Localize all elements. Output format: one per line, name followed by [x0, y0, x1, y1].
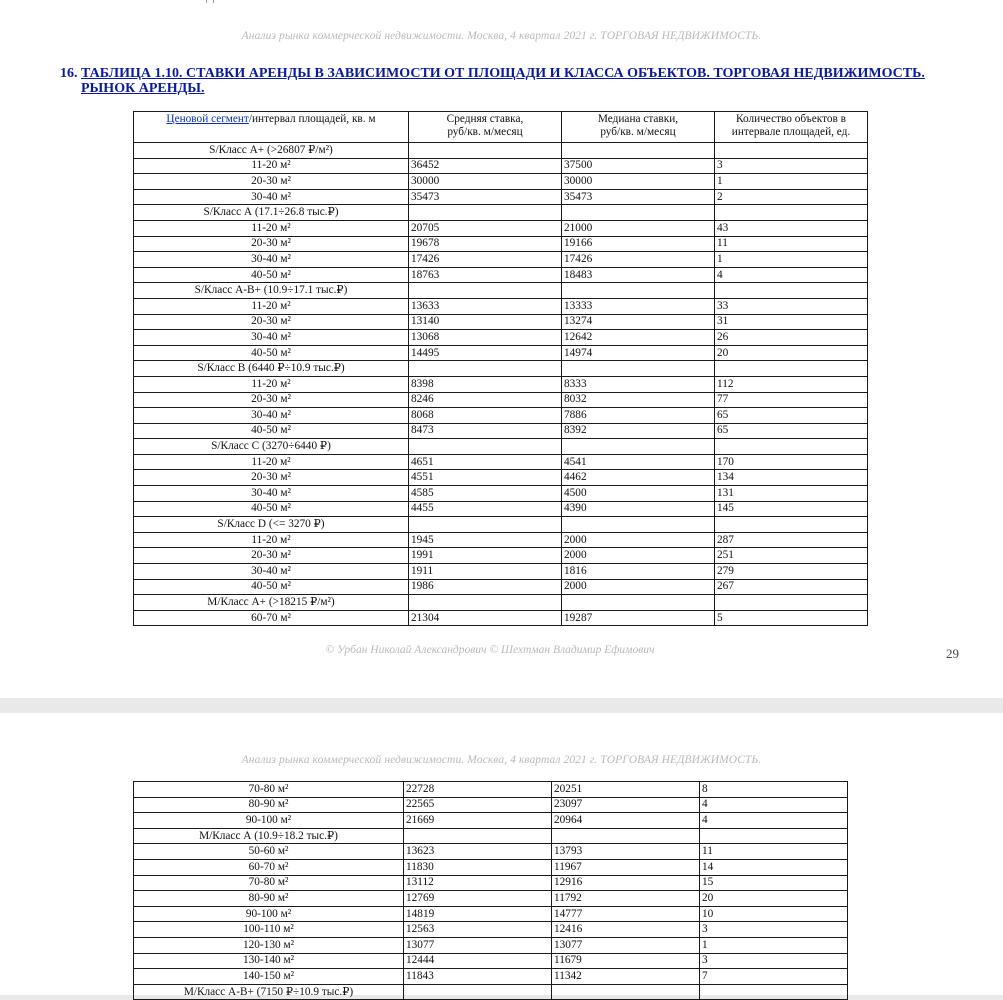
- median-rate-cell: 11342: [552, 969, 700, 985]
- median-rate-cell: [562, 595, 715, 611]
- area-interval-cell: 20-30 м²: [134, 470, 409, 486]
- segment-group-row: [134, 595, 868, 611]
- average-rate-cell: [409, 283, 562, 299]
- median-rate-cell: 17426: [562, 252, 715, 268]
- table-row: [134, 891, 848, 907]
- object-count-cell: 10: [700, 906, 848, 922]
- area-interval-cell: 60-70 м²: [134, 859, 404, 875]
- table-row: [134, 564, 868, 580]
- object-count-cell: [715, 439, 868, 455]
- median-rate-cell: 8333: [562, 376, 715, 392]
- object-count-cell: 287: [715, 532, 868, 548]
- median-rate-cell: 4541: [562, 454, 715, 470]
- segment-group-row: [134, 283, 868, 299]
- average-rate-cell: 12444: [404, 953, 552, 969]
- median-rate-cell: 18483: [562, 267, 715, 283]
- object-count-cell: 112: [715, 376, 868, 392]
- object-count-cell: 1: [715, 252, 868, 268]
- segment-group-row: [134, 439, 868, 455]
- segment-label: S/Класс D (<= 3270 ₽): [134, 517, 409, 533]
- object-count-cell: 3: [700, 922, 848, 938]
- table-body: [134, 143, 868, 626]
- table-row: [134, 392, 868, 408]
- object-count-cell: 131: [715, 486, 868, 502]
- header-object-count-line2: интервале площадей, ед.: [731, 126, 851, 138]
- area-interval-cell: 20-30 м²: [134, 174, 409, 190]
- table-row: [134, 314, 868, 330]
- table-row: [134, 158, 868, 174]
- page-edge-mark: [206, 0, 214, 3]
- median-rate-cell: 11679: [552, 953, 700, 969]
- average-rate-cell: 19678: [409, 236, 562, 252]
- object-count-cell: 7: [700, 969, 848, 985]
- median-rate-cell: [562, 361, 715, 377]
- header-segment: [134, 112, 409, 143]
- table-row: [134, 486, 868, 502]
- median-rate-cell: 13793: [552, 844, 700, 860]
- median-rate-cell: 4390: [562, 501, 715, 517]
- table-row: [134, 345, 868, 361]
- header-median-rate-line2: руб/кв. м/месяц: [600, 126, 676, 138]
- table-row: [134, 376, 868, 392]
- copyright-footer: © Урбан Николай Александрович © Шехтман Владимир Ефимович: [325, 644, 655, 656]
- average-rate-cell: 21304: [409, 610, 562, 626]
- area-interval-cell: 50-60 м²: [134, 844, 404, 860]
- average-rate-cell: 8068: [409, 408, 562, 424]
- running-header: Анализ рынка коммерческой недвижимости. Москва, 4 квартал 2021 г. ТОРГОВАЯ НЕДВИЖИМОСТЬ.: [241, 754, 762, 766]
- area-interval-cell: 80-90 м²: [134, 797, 404, 813]
- average-rate-cell: 4455: [409, 501, 562, 517]
- title-line-1[interactable]: ТАБЛИЦА 1.10. СТАВКИ АРЕНДЫ В ЗАВИСИМОСТИ ОТ ПЛОЩАДИ И КЛАССА ОБЪЕКТОВ. ТОРГОВАЯ НЕДВИЖИМОСТЬ.: [81, 66, 925, 81]
- average-rate-cell: 1945: [409, 532, 562, 548]
- average-rate-cell: 20705: [409, 220, 562, 236]
- average-rate-cell: 13140: [409, 314, 562, 330]
- object-count-cell: 2: [715, 189, 868, 205]
- area-interval-cell: 80-90 м²: [134, 891, 404, 907]
- document-page-2: [0, 713, 1003, 998]
- object-count-cell: 267: [715, 579, 868, 595]
- object-count-cell: [700, 828, 848, 844]
- median-rate-cell: [552, 828, 700, 844]
- average-rate-cell: 8246: [409, 392, 562, 408]
- table-row: [134, 610, 868, 626]
- area-interval-cell: 30-40 м²: [134, 252, 409, 268]
- average-rate-cell: 13633: [409, 298, 562, 314]
- area-interval-cell: 20-30 м²: [134, 236, 409, 252]
- page-number: 29: [946, 646, 959, 661]
- object-count-cell: 20: [715, 345, 868, 361]
- table-row: [134, 813, 848, 829]
- area-interval-cell: 30-40 м²: [134, 408, 409, 424]
- area-interval-cell: 30-40 м²: [134, 330, 409, 346]
- header-object-count: [715, 112, 868, 143]
- rent-table: [133, 111, 868, 626]
- average-rate-cell: [409, 595, 562, 611]
- median-rate-cell: 35473: [562, 189, 715, 205]
- average-rate-cell: 13112: [404, 875, 552, 891]
- object-count-cell: [700, 984, 848, 1000]
- median-rate-cell: 12416: [552, 922, 700, 938]
- average-rate-cell: [409, 361, 562, 377]
- table-row: [134, 298, 868, 314]
- average-rate-cell: 21669: [404, 813, 552, 829]
- median-rate-cell: 13274: [562, 314, 715, 330]
- average-rate-cell: 8398: [409, 376, 562, 392]
- median-rate-cell: [552, 984, 700, 1000]
- table-row: [134, 906, 848, 922]
- area-interval-cell: 30-40 м²: [134, 189, 409, 205]
- table-row: [134, 454, 868, 470]
- average-rate-cell: 12563: [404, 922, 552, 938]
- segment-group-row: [134, 984, 848, 1000]
- average-rate-cell: 13068: [409, 330, 562, 346]
- segment-label: S/Класс А+ (>26807 ₽/м²): [134, 143, 409, 159]
- object-count-cell: 3: [700, 953, 848, 969]
- segment-label: S/Класс А (17.1÷26.8 тыс.₽): [134, 205, 409, 221]
- area-interval-cell: 30-40 м²: [134, 564, 409, 580]
- area-interval-cell: 60-70 м²: [134, 610, 409, 626]
- median-rate-cell: [562, 143, 715, 159]
- median-rate-cell: [562, 439, 715, 455]
- average-rate-cell: 4551: [409, 470, 562, 486]
- median-rate-cell: 7886: [562, 408, 715, 424]
- average-rate-cell: 17426: [409, 252, 562, 268]
- median-rate-cell: 37500: [562, 158, 715, 174]
- average-rate-cell: 1986: [409, 579, 562, 595]
- average-rate-cell: 4585: [409, 486, 562, 502]
- table-row: [134, 330, 868, 346]
- median-rate-cell: 8392: [562, 423, 715, 439]
- table-row: [134, 548, 868, 564]
- average-rate-cell: 12769: [404, 891, 552, 907]
- area-interval-cell: 11-20 м²: [134, 376, 409, 392]
- area-interval-cell: 11-20 м²: [134, 532, 409, 548]
- average-rate-cell: 8473: [409, 423, 562, 439]
- object-count-cell: 145: [715, 501, 868, 517]
- table-row: [134, 844, 848, 860]
- table-row: [134, 252, 868, 268]
- area-interval-cell: 90-100 м²: [134, 906, 404, 922]
- object-count-cell: 3: [715, 158, 868, 174]
- segment-label: S/Класс А-В+ (10.9÷17.1 тыс.₽): [134, 283, 409, 299]
- median-rate-cell: 21000: [562, 220, 715, 236]
- object-count-cell: 43: [715, 220, 868, 236]
- object-count-cell: 11: [715, 236, 868, 252]
- average-rate-cell: [409, 517, 562, 533]
- table-row: [134, 408, 868, 424]
- header-average-rate-line1: Средняя ставка,: [446, 113, 524, 125]
- median-rate-cell: 2000: [562, 532, 715, 548]
- segment-label: M/Класс А (10.9÷18.2 тыс.₽): [134, 828, 404, 844]
- area-interval-cell: 11-20 м²: [134, 158, 409, 174]
- area-interval-cell: 11-20 м²: [134, 298, 409, 314]
- average-rate-cell: 22728: [404, 782, 552, 798]
- area-interval-cell: 11-20 м²: [134, 454, 409, 470]
- area-interval-cell: 70-80 м²: [134, 782, 404, 798]
- average-rate-cell: 18763: [409, 267, 562, 283]
- table-row: [134, 470, 868, 486]
- median-rate-cell: 2000: [562, 579, 715, 595]
- object-count-cell: [715, 595, 868, 611]
- area-interval-cell: 70-80 м²: [134, 875, 404, 891]
- segment-group-row: [134, 143, 868, 159]
- segment-link[interactable]: Ценовой сегмент: [166, 113, 249, 125]
- table-row: [134, 782, 848, 798]
- average-rate-cell: 22565: [404, 797, 552, 813]
- object-count-cell: 4: [715, 267, 868, 283]
- object-count-cell: 26: [715, 330, 868, 346]
- area-interval-cell: 140-150 м²: [134, 969, 404, 985]
- area-interval-cell: 120-130 м²: [134, 937, 404, 953]
- average-rate-cell: [409, 439, 562, 455]
- median-rate-cell: 11792: [552, 891, 700, 907]
- average-rate-cell: 13077: [404, 937, 552, 953]
- table-row: [134, 937, 848, 953]
- object-count-cell: 11: [700, 844, 848, 860]
- segment-label: M/Класс А+ (>18215 ₽/м²): [134, 595, 409, 611]
- average-rate-cell: [404, 984, 552, 1000]
- median-rate-cell: 13077: [552, 937, 700, 953]
- area-interval-cell: 20-30 м²: [134, 548, 409, 564]
- median-rate-cell: 14974: [562, 345, 715, 361]
- area-interval-cell: 100-110 м²: [134, 922, 404, 938]
- median-rate-cell: 19287: [562, 610, 715, 626]
- area-interval-cell: 30-40 м²: [134, 486, 409, 502]
- object-count-cell: [715, 517, 868, 533]
- object-count-cell: [715, 283, 868, 299]
- object-count-cell: 65: [715, 423, 868, 439]
- area-interval-cell: 40-50 м²: [134, 501, 409, 517]
- object-count-cell: 77: [715, 392, 868, 408]
- area-interval-cell: 40-50 м²: [134, 423, 409, 439]
- median-rate-cell: 12642: [562, 330, 715, 346]
- object-count-cell: 251: [715, 548, 868, 564]
- area-interval-cell: 11-20 м²: [134, 220, 409, 236]
- average-rate-cell: 4651: [409, 454, 562, 470]
- running-header: Анализ рынка коммерческой недвижимости. Москва, 4 квартал 2021 г. ТОРГОВАЯ НЕДВИЖИМОСТЬ.: [241, 30, 762, 42]
- segment-group-row: [134, 517, 868, 533]
- average-rate-cell: 1911: [409, 564, 562, 580]
- area-interval-cell: 40-50 м²: [134, 345, 409, 361]
- median-rate-cell: [562, 205, 715, 221]
- segment-label: S/Класс С (3270÷6440 ₽): [134, 439, 409, 455]
- header-average-rate-line2: руб/кв. м/месяц: [447, 126, 523, 138]
- average-rate-cell: 35473: [409, 189, 562, 205]
- object-count-cell: 279: [715, 564, 868, 580]
- table-row: [134, 532, 868, 548]
- average-rate-cell: [404, 828, 552, 844]
- average-rate-cell: 14495: [409, 345, 562, 361]
- median-rate-cell: [562, 517, 715, 533]
- average-rate-cell: [409, 205, 562, 221]
- table-row: [134, 236, 868, 252]
- median-rate-cell: 4500: [562, 486, 715, 502]
- object-count-cell: 31: [715, 314, 868, 330]
- segment-group-row: [134, 828, 848, 844]
- table-row: [134, 189, 868, 205]
- object-count-cell: 65: [715, 408, 868, 424]
- average-rate-cell: 13623: [404, 844, 552, 860]
- table-row: [134, 969, 848, 985]
- object-count-cell: 170: [715, 454, 868, 470]
- average-rate-cell: 11830: [404, 859, 552, 875]
- median-rate-cell: 12916: [552, 875, 700, 891]
- median-rate-cell: 13333: [562, 298, 715, 314]
- average-rate-cell: 30000: [409, 174, 562, 190]
- average-rate-cell: 1991: [409, 548, 562, 564]
- area-interval-cell: 40-50 м²: [134, 267, 409, 283]
- table-row: [134, 922, 848, 938]
- segment-group-row: [134, 361, 868, 377]
- median-rate-cell: 30000: [562, 174, 715, 190]
- object-count-cell: 5: [715, 610, 868, 626]
- average-rate-cell: 11843: [404, 969, 552, 985]
- median-rate-cell: 19166: [562, 236, 715, 252]
- object-count-cell: 33: [715, 298, 868, 314]
- object-count-cell: [715, 361, 868, 377]
- area-interval-cell: 20-30 м²: [134, 314, 409, 330]
- area-interval-cell: 40-50 м²: [134, 579, 409, 595]
- average-rate-cell: [409, 143, 562, 159]
- table-row: [134, 797, 848, 813]
- median-rate-cell: 20964: [552, 813, 700, 829]
- object-count-cell: 1: [715, 174, 868, 190]
- table-row: [134, 579, 868, 595]
- median-rate-cell: 8032: [562, 392, 715, 408]
- object-count-cell: 4: [700, 797, 848, 813]
- object-count-cell: 134: [715, 470, 868, 486]
- segment-group-row: [134, 205, 868, 221]
- object-count-cell: 1: [700, 937, 848, 953]
- object-count-cell: 20: [700, 891, 848, 907]
- object-count-cell: 8: [700, 782, 848, 798]
- header-average-rate: [409, 112, 562, 143]
- header-object-count-line1: Количество объектов в: [735, 113, 847, 125]
- median-rate-cell: 14777: [552, 906, 700, 922]
- table-header-row: [134, 112, 868, 143]
- object-count-cell: 4: [700, 813, 848, 829]
- median-rate-cell: 20251: [552, 782, 700, 798]
- table-row: [134, 875, 848, 891]
- table-row: [134, 174, 868, 190]
- median-rate-cell: 11967: [552, 859, 700, 875]
- median-rate-cell: 1816: [562, 564, 715, 580]
- median-rate-cell: [562, 283, 715, 299]
- object-count-cell: [715, 205, 868, 221]
- median-rate-cell: 2000: [562, 548, 715, 564]
- average-rate-cell: 36452: [409, 158, 562, 174]
- table-row: [134, 423, 868, 439]
- title-number: 16.: [60, 66, 78, 81]
- area-interval-cell: 130-140 м²: [134, 953, 404, 969]
- area-interval-cell: 90-100 м²: [134, 813, 404, 829]
- table-row: [134, 501, 868, 517]
- title-line-2[interactable]: РЫНОК АРЕНДЫ.: [81, 81, 205, 96]
- rent-table-continued: [133, 781, 848, 1000]
- object-count-cell: [715, 143, 868, 159]
- table-body: [134, 782, 848, 1000]
- object-count-cell: 14: [700, 859, 848, 875]
- object-count-cell: 15: [700, 875, 848, 891]
- header-median-rate: [562, 112, 715, 143]
- segment-label: S/Класс В (6440 ₽÷10.9 тыс.₽): [134, 361, 409, 377]
- table-row: [134, 859, 848, 875]
- table-row: [134, 220, 868, 236]
- median-rate-cell: 4462: [562, 470, 715, 486]
- area-interval-cell: 20-30 м²: [134, 392, 409, 408]
- median-rate-cell: 23097: [552, 797, 700, 813]
- segment-label: M/Класс А-В+ (7150 ₽÷10.9 тыс.₽): [134, 984, 404, 1000]
- header-median-rate-line1: Медиана ставки,: [597, 113, 679, 125]
- header-segment-rest: /интервал площадей, кв. м: [248, 113, 376, 125]
- table-row: [134, 267, 868, 283]
- table-row: [134, 953, 848, 969]
- average-rate-cell: 14819: [404, 906, 552, 922]
- table-title[interactable]: [60, 66, 960, 96]
